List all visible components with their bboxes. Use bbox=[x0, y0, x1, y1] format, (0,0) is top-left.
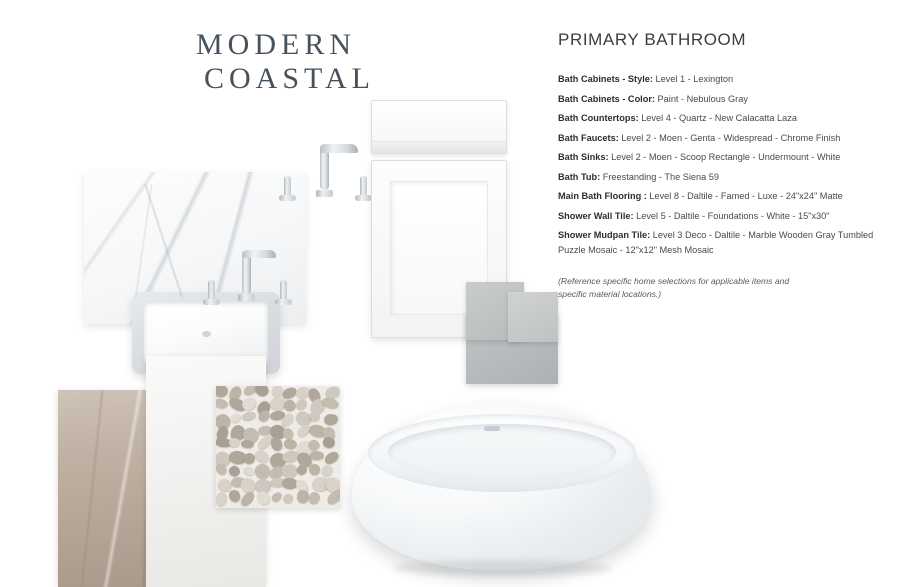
tub-well bbox=[388, 424, 616, 480]
faucet-handle-right-base bbox=[275, 299, 292, 305]
specification-item bbox=[558, 150, 878, 165]
specification-item bbox=[558, 209, 878, 224]
cabinet-drawer-lip bbox=[372, 141, 506, 153]
specification-item bbox=[558, 189, 878, 204]
specification-item-label: Bath Faucets: bbox=[558, 132, 619, 143]
logo-line-1: MODERN bbox=[195, 28, 356, 61]
mosaic-pebble bbox=[307, 491, 321, 506]
sink-drain-icon bbox=[202, 331, 211, 337]
specification-item-label: Bath Sinks: bbox=[558, 152, 609, 162]
specification-item bbox=[558, 92, 878, 107]
mosaic-pebble bbox=[241, 439, 254, 448]
mosaic-pebble bbox=[240, 489, 258, 508]
mosaic-pebble bbox=[227, 488, 242, 503]
cabinet-drawer-front bbox=[371, 100, 507, 154]
specification-item-label: Bath Cabinets - Style: bbox=[558, 74, 653, 84]
mosaic-pebble bbox=[270, 490, 284, 504]
mosaic-pebble bbox=[281, 491, 295, 505]
quartz-countertop-slab bbox=[84, 172, 306, 324]
specification-panel bbox=[558, 30, 878, 301]
gray-shower-wall-tile-small bbox=[508, 292, 558, 342]
tub-shadow bbox=[392, 560, 612, 576]
mosaic-pebble bbox=[254, 489, 272, 507]
specification-item bbox=[558, 228, 878, 257]
specification-item-label: Shower Mudpan Tile: bbox=[558, 230, 651, 240]
mosaic-pebble bbox=[308, 462, 321, 475]
specification-item bbox=[558, 170, 878, 185]
specification-item-value: Level 1 - Lexington bbox=[652, 74, 734, 84]
specification-item bbox=[558, 111, 878, 126]
mosaic-pebble bbox=[310, 451, 324, 460]
specification-item-label: Bath Tub: bbox=[558, 171, 601, 182]
tub-overflow-icon bbox=[484, 426, 500, 431]
pebble-puzzle-mosaic bbox=[216, 386, 340, 508]
mosaic-pebble bbox=[229, 438, 240, 447]
mosaic-pebble bbox=[253, 386, 272, 399]
specification-item-label: Shower Wall Tile: bbox=[558, 210, 634, 221]
specification-item bbox=[558, 131, 878, 146]
mosaic-pebble bbox=[244, 453, 255, 464]
specification-item-label: Bath Cabinets - Color: bbox=[558, 93, 655, 104]
mosaic-pebble bbox=[323, 413, 338, 426]
faucet-handle-left-base bbox=[203, 299, 220, 305]
specification-item-value: Paint - Nebulous Gray bbox=[654, 93, 748, 104]
specification-item-value: Level 3 Deco - Daltile - Marble Wooden Gray Tumbled Puzzle Mosaic - 12"x12" Mesh Mosaic bbox=[558, 230, 874, 255]
mosaic-pebble bbox=[295, 397, 310, 412]
mosaic-pebble bbox=[216, 397, 229, 409]
specification-item-value: Level 8 - Daltile - Famed - Luxe - 24"x24" Matte bbox=[646, 191, 843, 201]
widespread-chrome-faucet bbox=[224, 250, 294, 320]
mosaic-pebble bbox=[297, 490, 309, 503]
mosaic-pebble bbox=[284, 438, 298, 450]
specification-item-value: Freestanding - The Siena 59 bbox=[600, 171, 720, 182]
faucet2-handle-left-base bbox=[279, 195, 296, 201]
logo-line-2: COASTAL bbox=[204, 62, 375, 95]
mosaic-pebble bbox=[323, 449, 340, 466]
specification-item-value: Level 5 - Daltile - Foundations - White - 15"x30" bbox=[633, 210, 830, 221]
freestanding-bathtub bbox=[352, 404, 652, 570]
widespread-chrome-faucet-secondary bbox=[302, 144, 372, 214]
mosaic-pebble bbox=[253, 447, 272, 465]
mosaic-pebble bbox=[241, 411, 256, 422]
specification-note: (Reference specific home selections for applicable items and specific material locations.) bbox=[558, 276, 790, 299]
specification-item-label: Main Bath Flooring : bbox=[558, 191, 647, 201]
mosaic-pebble bbox=[321, 463, 336, 477]
mosaic-pebble bbox=[322, 436, 336, 449]
mosaic-pebble bbox=[216, 491, 229, 507]
page-title: PRIMARY BATHROOM bbox=[558, 30, 747, 49]
specification-list bbox=[558, 72, 878, 257]
specification-item bbox=[558, 72, 878, 87]
mosaic-pebble bbox=[216, 386, 228, 397]
faucet2-handle-right-base bbox=[355, 195, 372, 201]
specification-item-label: Bath Countertops: bbox=[558, 113, 639, 123]
specification-item-value: Level 4 - Quartz - New Calacatta Laza bbox=[638, 113, 797, 123]
brand-logo bbox=[186, 28, 375, 96]
specification-item-value: Level 2 - Moen - Scoop Rectangle - Undermount - White bbox=[608, 152, 841, 162]
specification-item-value: Level 2 - Moen - Genta - Widespread - Chrome Finish bbox=[618, 132, 841, 143]
